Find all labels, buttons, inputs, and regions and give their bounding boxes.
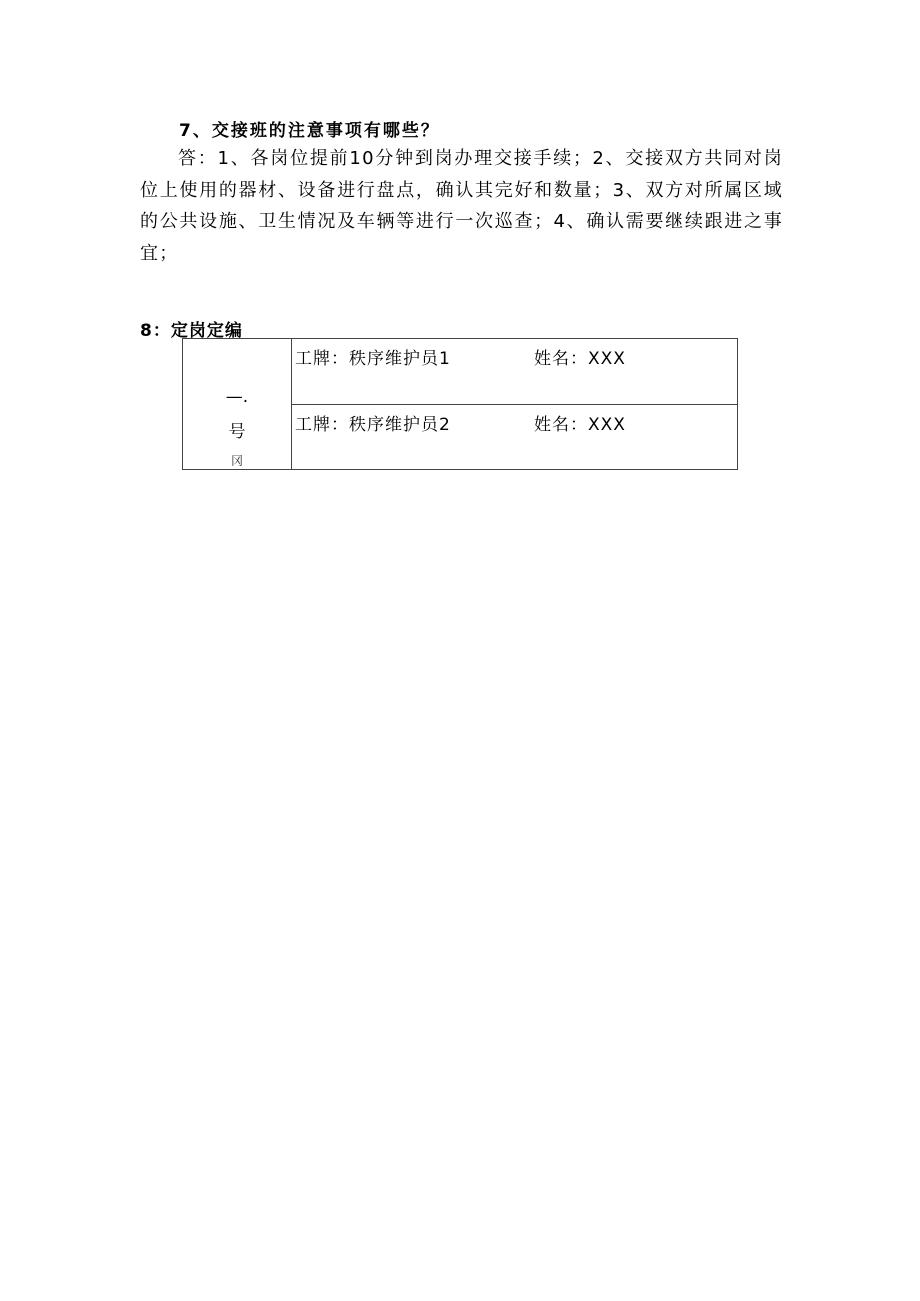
staff-cell <box>292 339 738 405</box>
post-staffing-table <box>182 338 738 470</box>
name-text: 姓名：XXX <box>534 349 626 369</box>
name-text: 姓名：XXX <box>534 414 626 435</box>
question-7-answer: 答：1、各岗位提前10分钟到岗办理交接手续；2、交接双方共同对岗位上使用的器材、设备进行盘点，确认其完好和数量；3、双方对所属区域的公共设施、卫生情况及车辆等进行一次巡查；4、确认需要继续跟进之事宜； <box>140 148 783 264</box>
question-7-title: 7、交接班的注意事项有哪些？ <box>179 121 440 141</box>
staff-entry <box>295 344 626 369</box>
section-8-title: 8：定岗定编 <box>140 321 243 341</box>
badge-text: 工牌：秩序维护员1 <box>295 349 451 369</box>
post-label-mark: —. <box>225 387 249 407</box>
badge-text: 工牌：秩序维护员2 <box>295 414 451 435</box>
staff-cell <box>292 404 738 470</box>
post-label-mark: 号 <box>228 422 246 442</box>
staff-entry <box>295 410 626 435</box>
post-label-mark: 冈 <box>230 454 243 468</box>
table-row <box>183 339 738 405</box>
post-label-cell <box>183 339 292 470</box>
